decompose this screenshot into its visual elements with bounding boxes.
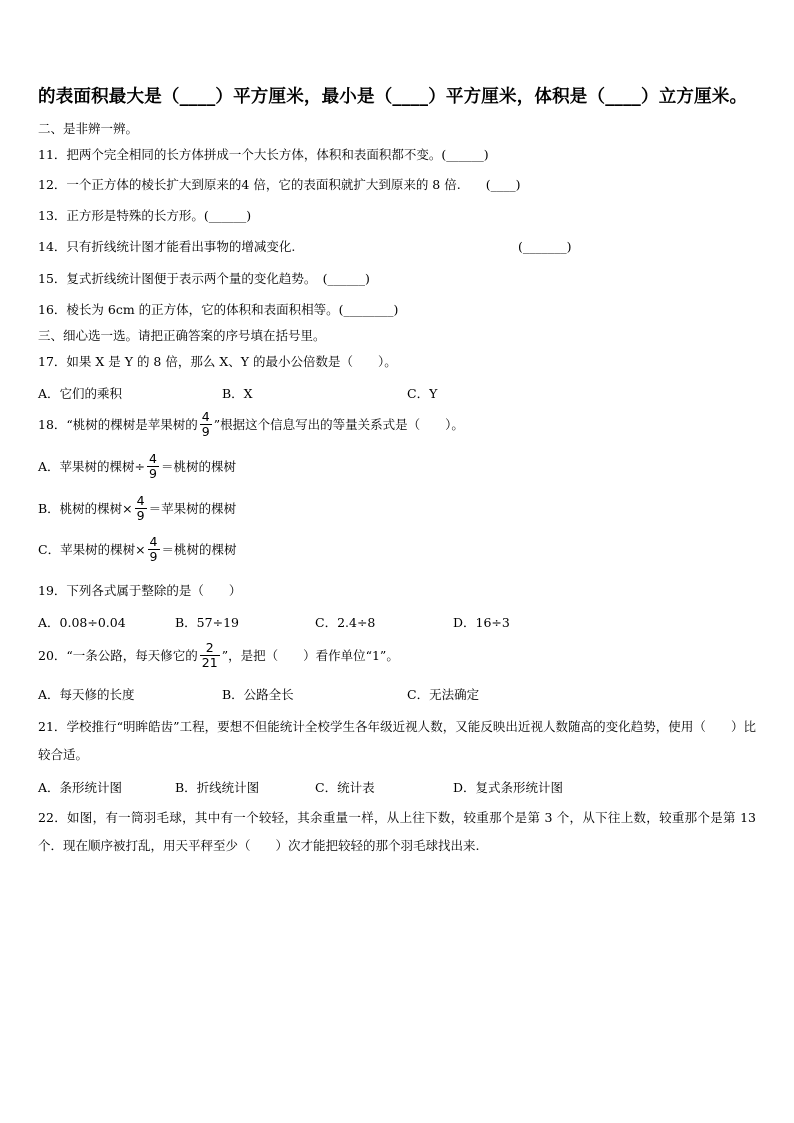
question-11: 11．把两个完全相同的长方体拼成一个大长方体，体积和表面积都不变。(______) (38, 147, 489, 162)
question-18-stem-prefix: 18．“桃树的棵树是苹果树的 (38, 416, 198, 432)
section-2-title: 二、是非辨一辨。 (38, 121, 139, 136)
fraction-denominator: 9 (136, 508, 145, 523)
question-20-option-c: C．无法确定 (407, 687, 480, 702)
question-15: 15．复式折线统计图便于表示两个量的变化趋势。 (______) (38, 271, 370, 286)
fraction-numerator: 2 (205, 640, 214, 655)
question-20-stem-prefix: 20．“一条公路，每天修它的 (38, 647, 198, 663)
surface-area-question-line: 的表面积最大是（____）平方厘米，最小是（____）平方厘米，体积是（____）立方厘米。 (38, 87, 748, 107)
fraction-denominator: 9 (149, 466, 157, 481)
section-3-title: 三、细心选一选。请把正确答案的序号填在括号里。 (38, 328, 326, 343)
question-19-option-b: B．57÷19 (175, 615, 239, 630)
question-20-stem (38, 641, 399, 670)
option-b-prefix: B．桃树的棵树× (38, 500, 133, 516)
fraction-denominator: 21 (201, 655, 218, 670)
question-17-option-b: B．X (222, 386, 253, 401)
fraction-4-9 (147, 452, 159, 481)
question-21-option-a: A．条形统计图 (38, 780, 123, 795)
question-22-stem: 22．如图，有一筒羽毛球，其中有一个较轻，其余重量一样，从上往下数，较重那个是第 3 个，从下往上数，较重那个是第 13 个．现在顺序被打乱，用天平秤至少（ ）次才能把较轻的那个羽毛球找出来. (38, 810, 756, 853)
question-17-option-a: A．它们的乘积 (38, 386, 123, 401)
question-14-answer-blank: (_______) (518, 239, 572, 254)
fraction-numerator: 4 (136, 493, 145, 508)
question-20-stem-suffix: ”，是把（ ）看作单位“1”。 (221, 647, 399, 663)
fraction-4-9 (148, 535, 160, 564)
question-13: 13．正方形是特殊的长方形。(______) (38, 208, 252, 223)
option-b-suffix: ＝苹果树的棵树 (148, 500, 237, 516)
option-c-suffix: ＝桃树的棵树 (161, 541, 237, 557)
question-21-option-c: C．统计表 (315, 780, 375, 795)
fraction-numerator: 4 (201, 409, 210, 424)
question-19-option-c: C．2.4÷8 (315, 615, 376, 630)
question-21-stem: 21．学校推行“明眸皓齿”工程，要想不但能统计全校学生各年级近视人数，又能反映出近视人数随高的变化趋势，使用（ ）比较合适。 (38, 719, 756, 762)
question-18-stem (38, 410, 464, 439)
question-20-option-a: A．每天修的长度 (38, 687, 135, 702)
question-19-stem: 19．下列各式属于整除的是（ ） (38, 583, 242, 598)
question-16: 16．棱长为 6cm 的正方体，它的体积和表面积相等。(________) (38, 302, 399, 317)
question-12: 12．一个正方体的棱长扩大到原来的4 倍，它的表面积就扩大到原来的 8 倍. (____) (38, 177, 521, 192)
question-17-stem: 17．如果 X 是 Y 的 8 倍，那么 X、Y 的最小公倍数是（ ）。 (38, 354, 397, 369)
fraction-4-9 (200, 410, 212, 439)
question-17-option-c: C．Y (407, 386, 438, 401)
fraction-denominator: 9 (149, 549, 158, 564)
fraction-denominator: 9 (201, 424, 210, 439)
option-c-prefix: C．苹果树的棵树× (38, 541, 146, 557)
question-19-option-d: D．16÷3 (453, 615, 510, 630)
question-20-option-b: B．公路全长 (222, 687, 294, 702)
fraction-2-21 (200, 641, 220, 670)
question-18-option-b (38, 494, 236, 523)
fraction-numerator: 4 (149, 451, 157, 466)
fraction-4-9 (135, 494, 147, 523)
question-14: 14．只有折线统计图才能看出事物的增减变化. (38, 239, 296, 254)
option-a-suffix: ＝桃树的棵树 (160, 458, 236, 474)
question-18-option-c (38, 535, 237, 564)
question-18-stem-suffix: ”根据这个信息写出的等量关系式是（ ）。 (213, 416, 464, 432)
question-21-option-d: D．复式条形统计图 (453, 780, 564, 795)
option-a-prefix: A．苹果树的棵树÷ (38, 458, 146, 474)
question-18-option-a (38, 452, 236, 481)
fraction-numerator: 4 (149, 534, 158, 549)
question-21-option-b: B．折线统计图 (175, 780, 260, 795)
question-19-option-a: A．0.08÷0.04 (38, 615, 126, 630)
